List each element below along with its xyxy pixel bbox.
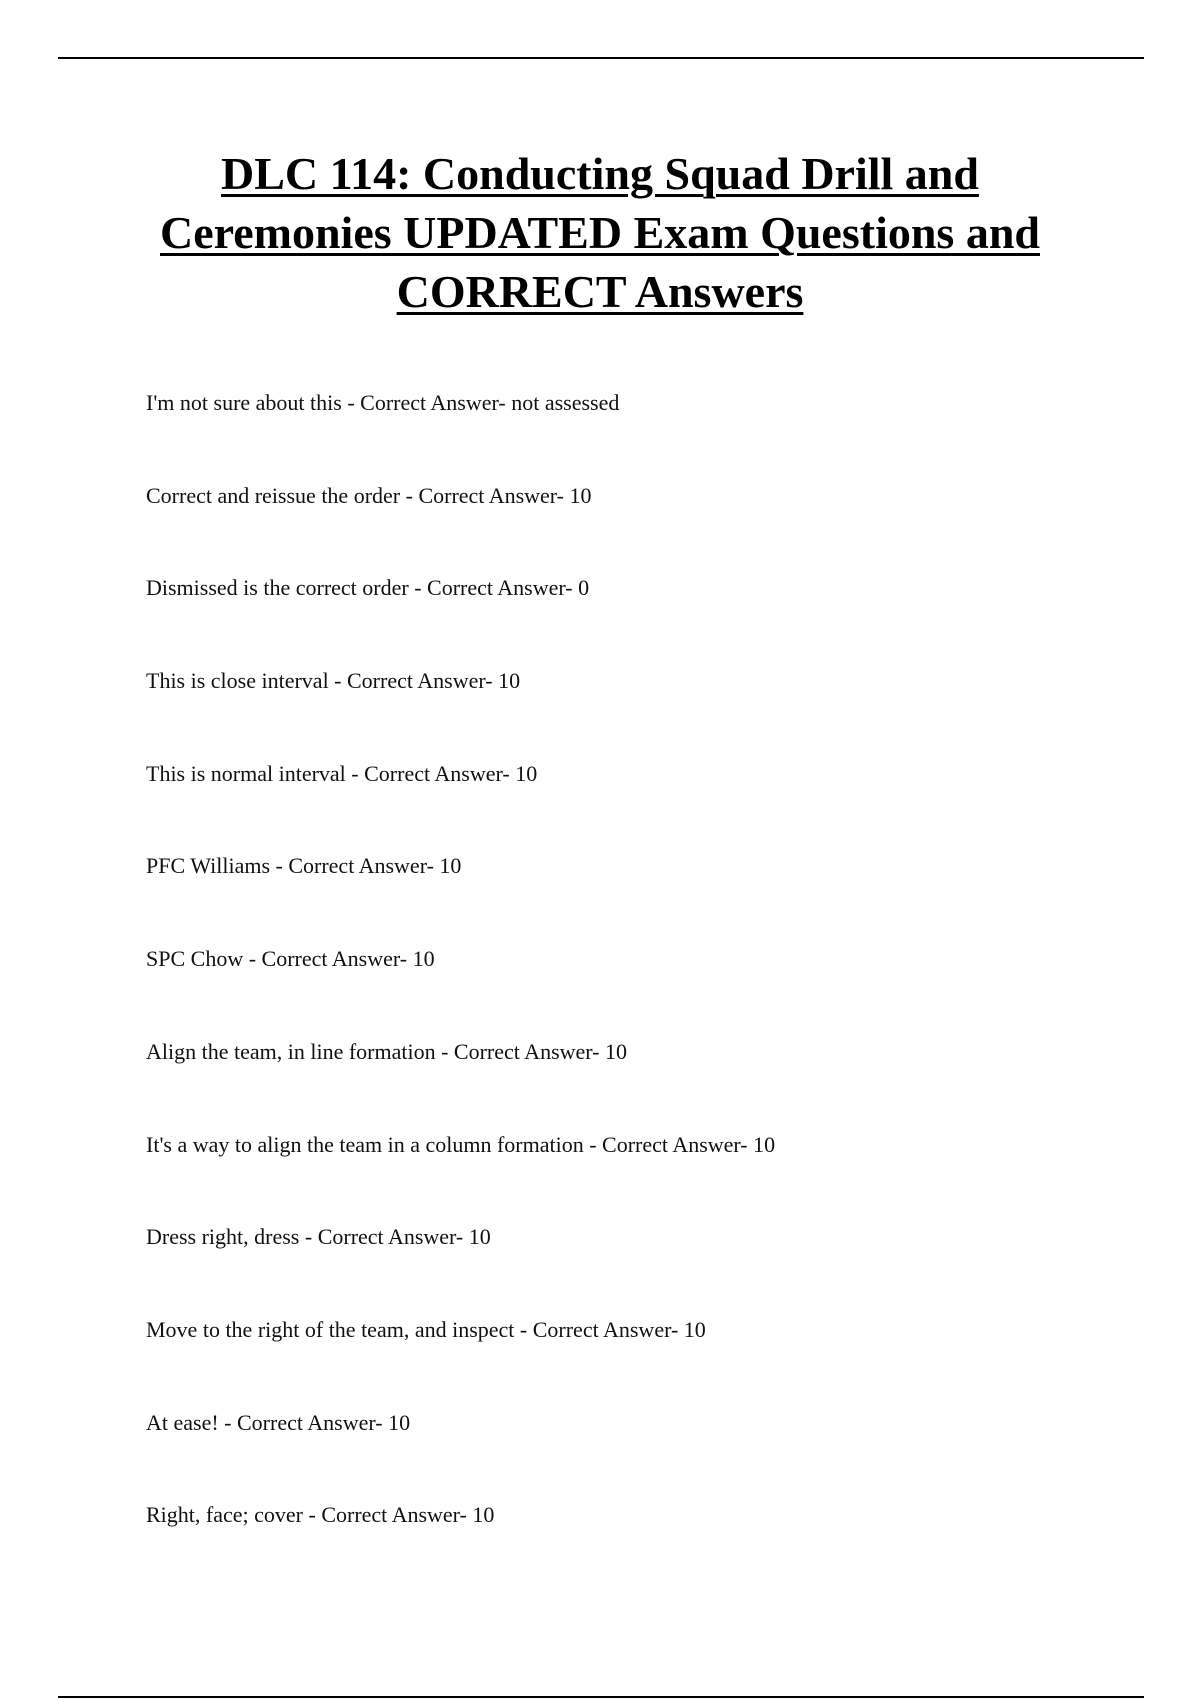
answer-entry: Right, face; cover - Correct Answer- 10 bbox=[146, 1502, 495, 1528]
answer-entry: This is close interval - Correct Answer- 10 bbox=[146, 668, 521, 694]
bottom-divider bbox=[58, 1696, 1144, 1698]
answer-entry: Move to the right of the team, and inspect - Correct Answer- 10 bbox=[146, 1316, 706, 1342]
answer-entry: It's a way to align the team in a column formation - Correct Answer- 10 bbox=[146, 1131, 776, 1157]
answer-entry: SPC Chow - Correct Answer- 10 bbox=[146, 946, 435, 972]
answer-entry: Correct and reissue the order - Correct Answer- 10 bbox=[146, 482, 592, 508]
answer-entry: I'm not sure about this - Correct Answer- not assessed bbox=[146, 390, 620, 415]
top-divider bbox=[58, 57, 1144, 59]
answer-entry: PFC Williams - Correct Answer- 10 bbox=[146, 853, 462, 879]
answer-entry: Dismissed is the correct order - Correct Answer- 0 bbox=[146, 575, 590, 601]
answer-entry: Align the team, in line formation - Correct Answer- 10 bbox=[146, 1038, 627, 1064]
answer-entry: This is normal interval - Correct Answer- 10 bbox=[146, 760, 538, 786]
answer-entry: Dress right, dress - Correct Answer- 10 bbox=[146, 1224, 491, 1250]
document-title: DLC 114: Conducting Squad Drill and Ceremonies UPDATED Exam Questions and CORRECT Answers bbox=[160, 148, 1040, 317]
answer-entry: At ease! - Correct Answer- 10 bbox=[146, 1409, 411, 1435]
answer-list bbox=[146, 383, 1126, 1588]
